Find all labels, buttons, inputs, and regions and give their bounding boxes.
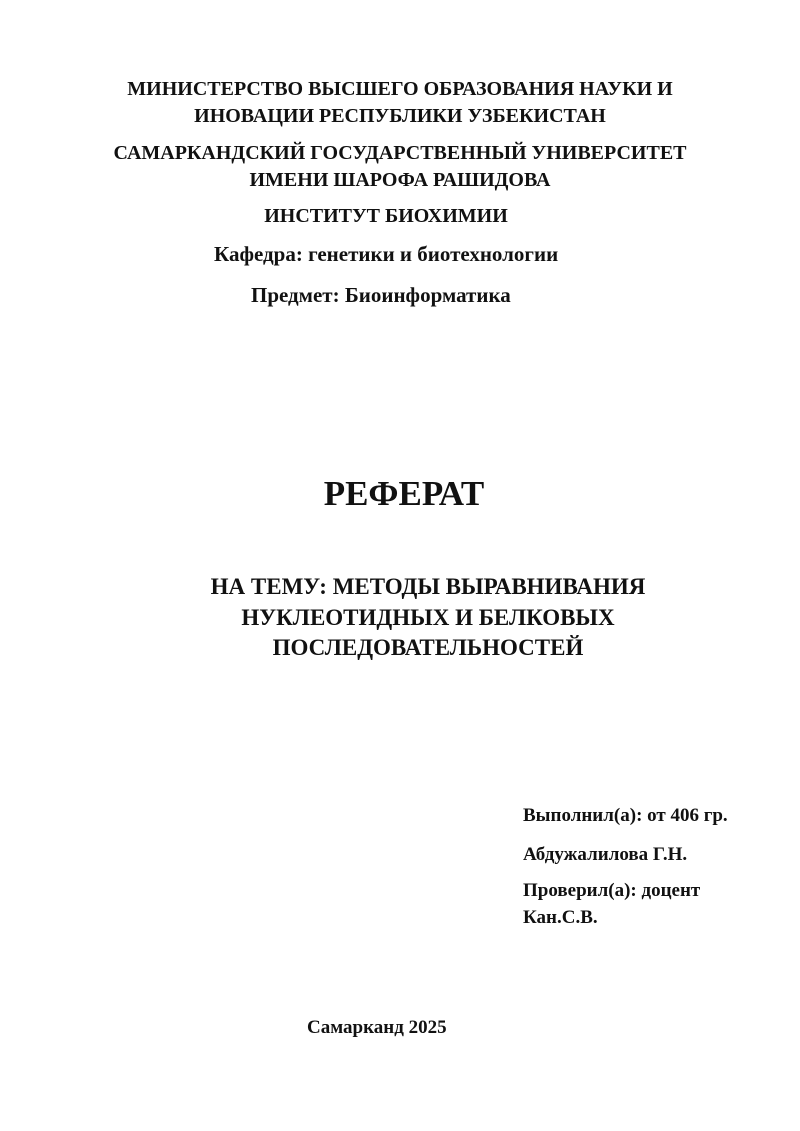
checked-by: Проверил(а): доцент <box>523 880 701 901</box>
university-line-2: ИМЕНИ ШАРОФА РАШИДОВА <box>249 169 551 191</box>
ministry-line-1: МИНИСТЕРСТВО ВЫСШЕГО ОБРАЗОВАНИЯ НАУКИ И <box>127 78 673 100</box>
student-name: Абдужалилова Г.Н. <box>523 844 688 865</box>
performed-by: Выполнил(а): от 406 гр. <box>523 805 728 826</box>
institute-name: ИНСТИТУТ БИОХИМИИ <box>264 205 508 227</box>
topic-line-2: НУКЛЕОТИДНЫХ И БЕЛКОВЫХ <box>241 605 615 630</box>
topic-line-1: НА ТЕМУ: МЕТОДЫ ВЫРАВНИВАНИЯ <box>210 574 646 599</box>
city-year: Самарканд 2025 <box>307 1017 447 1038</box>
ministry-line-2: ИНОВАЦИИ РЕСПУБЛИКИ УЗБЕКИСТАН <box>194 105 606 127</box>
teacher-name: Кан.С.В. <box>523 907 598 928</box>
document-title: РЕФЕРАТ <box>323 474 485 513</box>
subject-name: Предмет: Биоинформатика <box>251 283 511 307</box>
department-name: Кафедра: генетики и биотехнологии <box>214 242 559 266</box>
university-line-1: САМАРКАНДСКИЙ ГОСУДАРСТВЕННЫЙ УНИВЕРСИТЕТ <box>113 142 687 164</box>
topic-line-3: ПОСЛЕДОВАТЕЛЬНОСТЕЙ <box>272 635 584 660</box>
